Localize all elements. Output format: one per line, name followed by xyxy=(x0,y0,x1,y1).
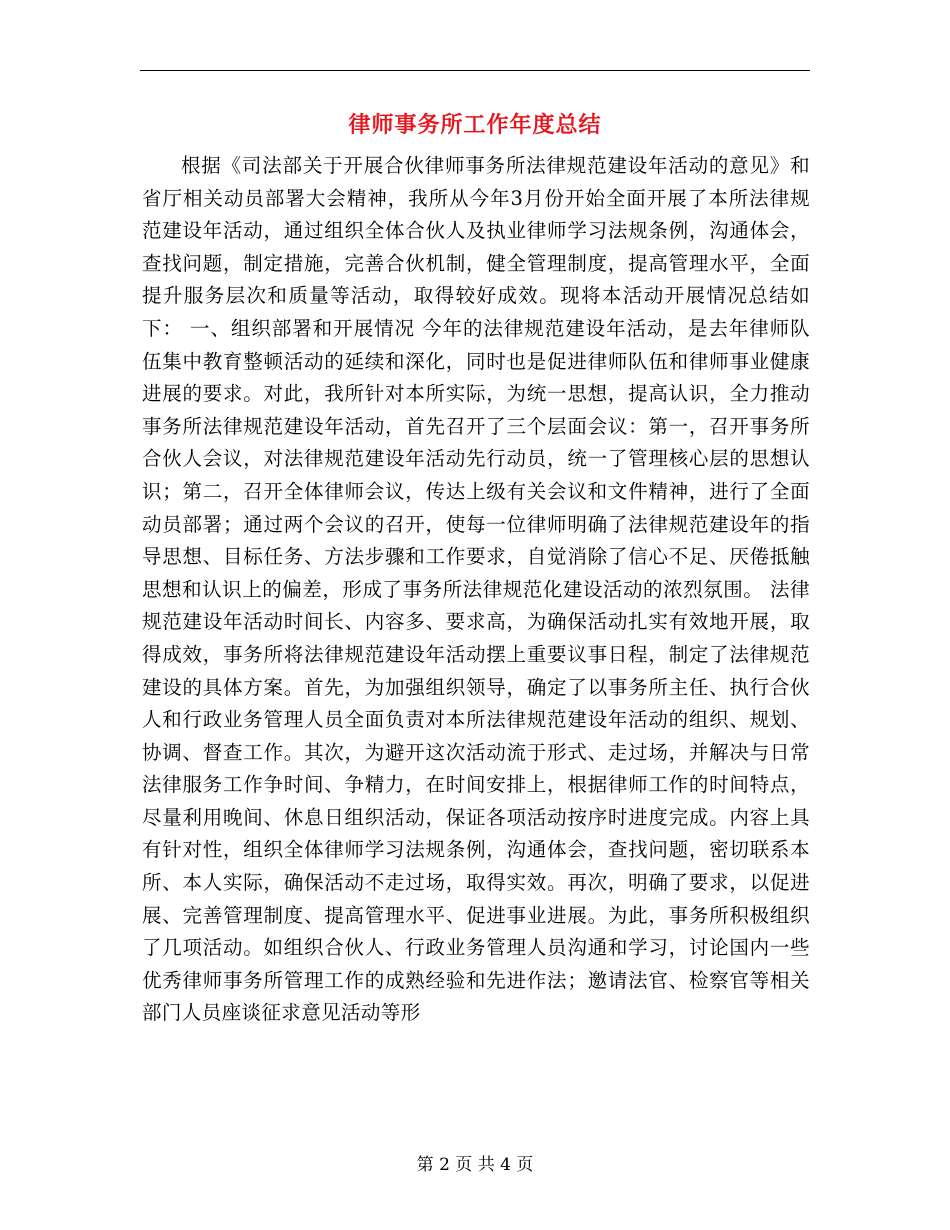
header-rule xyxy=(140,70,810,71)
page-number: 第 2 页 共 4 页 xyxy=(416,1155,534,1175)
document-title: 律师事务所工作年度总结 xyxy=(348,112,602,138)
document-body: 根据《司法部关于开展合伙律师事务所法律规范建设年活动的意见》和省厅相关动员部署大会精神，我所从今年3月份开始全面开展了本所法律规范建设年活动，通过组织全体合伙人及执业律师学习法规条例，沟通体会，查找问题，制定措施，完善合伙机制，健全管理制度，提高管理水平，全面提升服务层次和质量等活动，取得较好成效。现将本活动开展情况总结如下： 一、组织部署和开展情况 今年的法律规范建设年活动，是去年律师队伍集中教育整顿活动的延续和深化，同时也是促进律师队伍和律师事业健康进展的要求。对此，我所针对本所实际，为统一思想，提高认识，全力推动事务所法律规范建设年活动，首先召开了三个层面会议：第一，召开事务所合伙人会议，对法律规范建设年活动先行动员，统一了管理核心层的思想认识；第二，召开全体律师会议，传达上级有关会议和文件精神，进行了全面动员部署；通过两个会议的召开，使每一位律师明确了法律规范建设年的指导思想、目标任务、方法步骤和工作要求，自觉消除了信心不足、厌倦抵触思想和认识上的偏差，形成了事务所法律规范化建设活动的浓烈氛围。 法律规范建设年活动时间长、内容多、要求高，为确保活动扎实有效地开展，取得成效，事务所将法律规范建设年活动摆上重要议事日程，制定了法律规范建设的具体方案。首先，为加强组织领导，确定了以事务所主任、执行合伙人和行政业务管理人员全面负责对本所法律规范建设年活动的组织、规划、协调、督查工作。其次，为避开这次活动流于形式、走过场，并解决与日常法律服务工作争时间、争精力，在时间安排上，根据律师工作的时间特点，尽量利用晚间、休息日组织活动，保证各项活动按序时进度完成。内容上具有针对性，组织全体律师学习法规条例，沟通体会，查找问题，密切联系本所、本人实际，确保活动不走过场，取得实效。再次，明确了要求，以促进展、完善管理制度、提高管理水平、促进事业进展。为此，事务所积极组织了几项活动。如组织合伙人、行政业务管理人员沟通和学习，讨论国内一些优秀律师事务所管理工作的成熟经验和先进作法；邀请法官、检察官等相关部门人员座谈征求意见活动等形 xyxy=(142,154,810,1025)
